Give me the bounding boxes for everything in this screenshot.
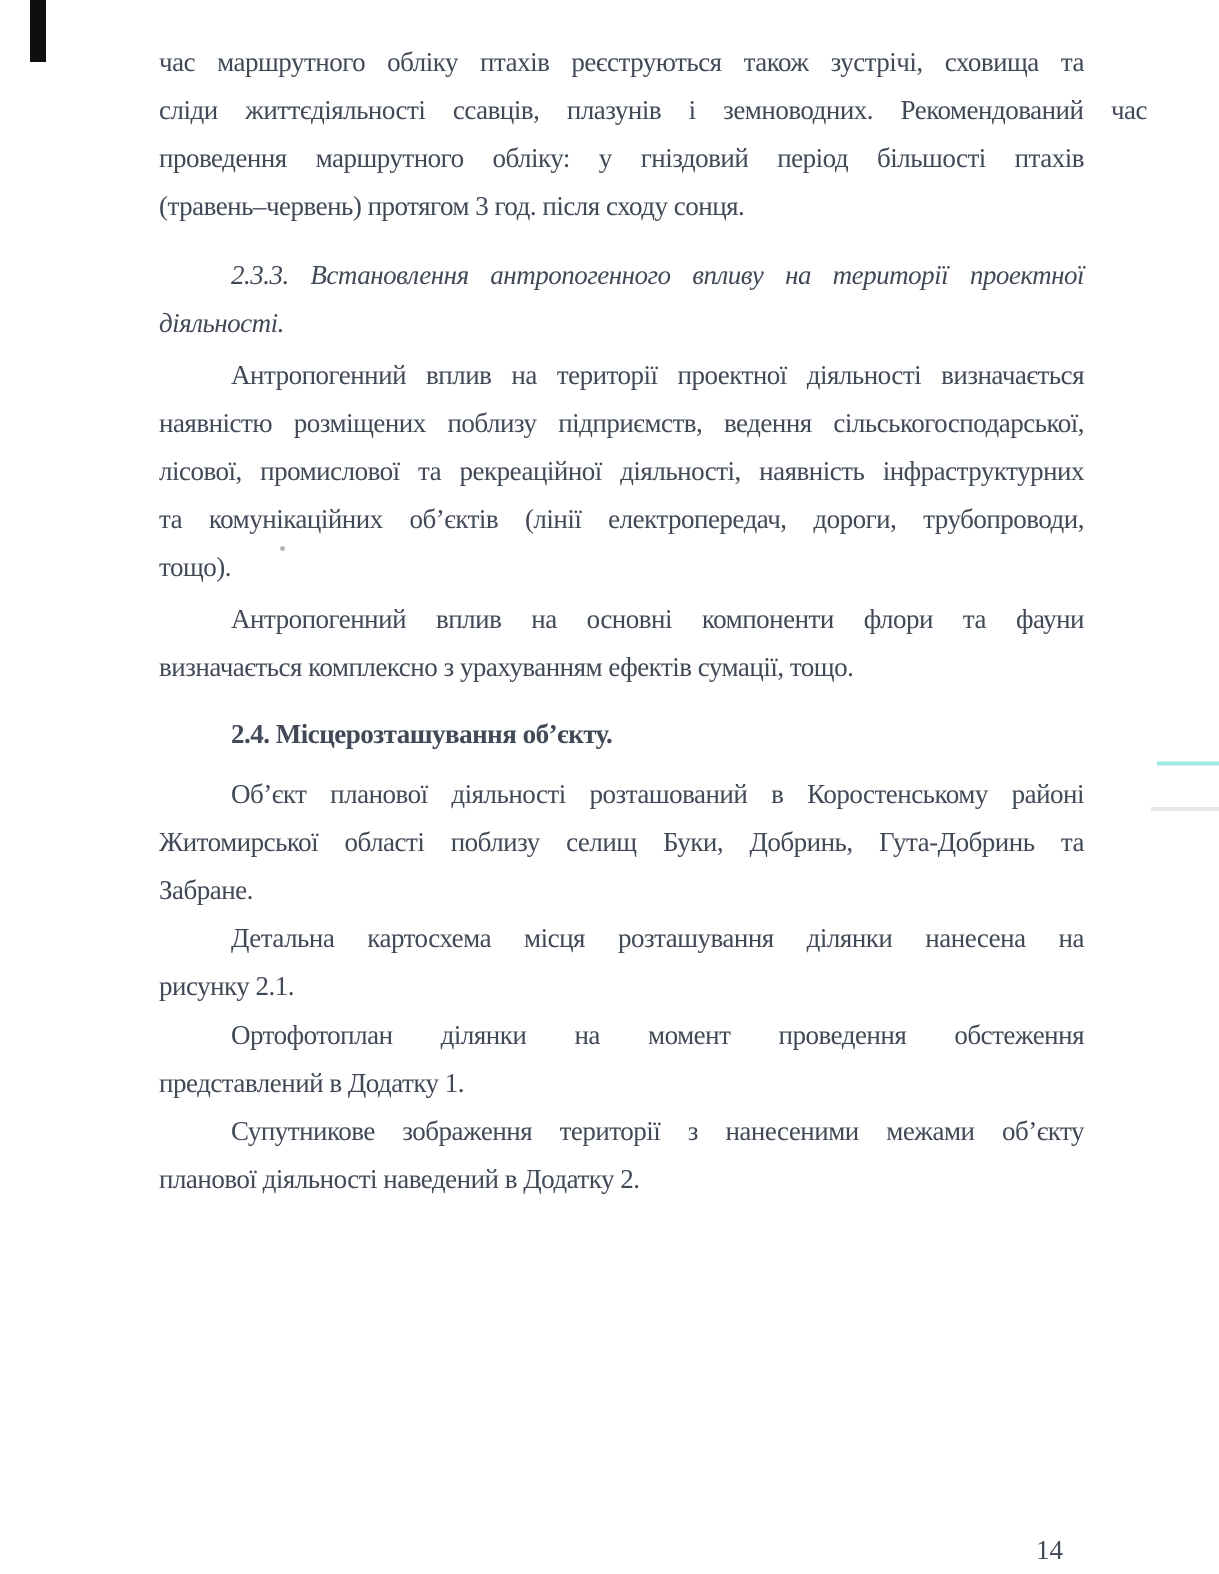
text-line: Детальна картосхема місця розташування ділянки нанесена на bbox=[231, 923, 1084, 953]
text-line: Супутникове зображення території з нанесеними межами об’єкту bbox=[231, 1116, 1084, 1146]
text-line: 2.3.3. Встановлення антропогенного впливу на території проектної bbox=[231, 260, 1084, 290]
scan-artifact-cyan-line bbox=[1157, 761, 1219, 766]
text-line: 2.4. Місцерозташування об’єкту. bbox=[231, 719, 613, 749]
text-line: наявністю розміщених поблизу підприємств, ведення сільськогосподарської, bbox=[159, 408, 1084, 438]
scan-artifact-faint-line bbox=[1151, 807, 1219, 811]
heading-2-4 bbox=[159, 710, 1084, 758]
text-line: діяльності. bbox=[159, 308, 284, 338]
para-orthophoto bbox=[159, 1011, 1084, 1107]
page-number: 14 bbox=[1036, 1535, 1063, 1565]
text-line: та комунікаційних об’єктів (лінії електропередач, дороги, трубопроводи, bbox=[159, 504, 1084, 534]
para-map-scheme bbox=[159, 914, 1084, 1010]
text-line: Антропогенний вплив на основні компоненти флори та фауни bbox=[231, 604, 1084, 634]
text-line: лісової, промислової та рекреаційної діяльності, наявність інфраструктурних bbox=[159, 456, 1084, 486]
document-body-text bbox=[159, 38, 1147, 1203]
text-line: проведення маршрутного обліку: у гніздовий період більшості птахів bbox=[159, 143, 1084, 173]
para-route-count bbox=[159, 38, 1147, 230]
para-anthropogenic-components bbox=[159, 595, 1084, 691]
text-line: Об’єкт планової діяльності розташований в Коростенському районі bbox=[231, 779, 1084, 809]
text-line: визначається комплексно з урахуванням ефектів сумації, тощо. bbox=[159, 652, 854, 682]
text-line: сліди життєдіяльності ссавців, плазунів і земноводних. Рекомендований час bbox=[159, 95, 1147, 125]
text-line: Забране. bbox=[159, 875, 253, 905]
text-line: Антропогенний вплив на території проектної діяльності визначається bbox=[231, 360, 1084, 390]
text-line: (травень–червень) протягом 3 год. після сходу сонця. bbox=[159, 191, 745, 221]
text-line: тощо). bbox=[159, 552, 231, 582]
text-line: представлений в Додатку 1. bbox=[159, 1068, 465, 1098]
heading-2-3-3 bbox=[159, 251, 1084, 347]
para-anthropogenic-influence bbox=[159, 351, 1084, 591]
text-line: Житомирської області поблизу селищ Буки, Добринь, Гута-Добринь та bbox=[159, 827, 1084, 857]
text-line: час маршрутного обліку птахів реєструються також зустрічі, сховища та bbox=[159, 47, 1084, 77]
text-line: планової діяльності наведений в Додатку 2. bbox=[159, 1164, 640, 1194]
scan-artifact-black-bar bbox=[30, 0, 46, 62]
text-line: Ортофотоплан ділянки на момент проведення обстеження bbox=[231, 1020, 1084, 1050]
para-satellite-image bbox=[159, 1107, 1084, 1203]
para-object-location bbox=[159, 770, 1084, 914]
text-line: рисунку 2.1. bbox=[159, 971, 295, 1001]
